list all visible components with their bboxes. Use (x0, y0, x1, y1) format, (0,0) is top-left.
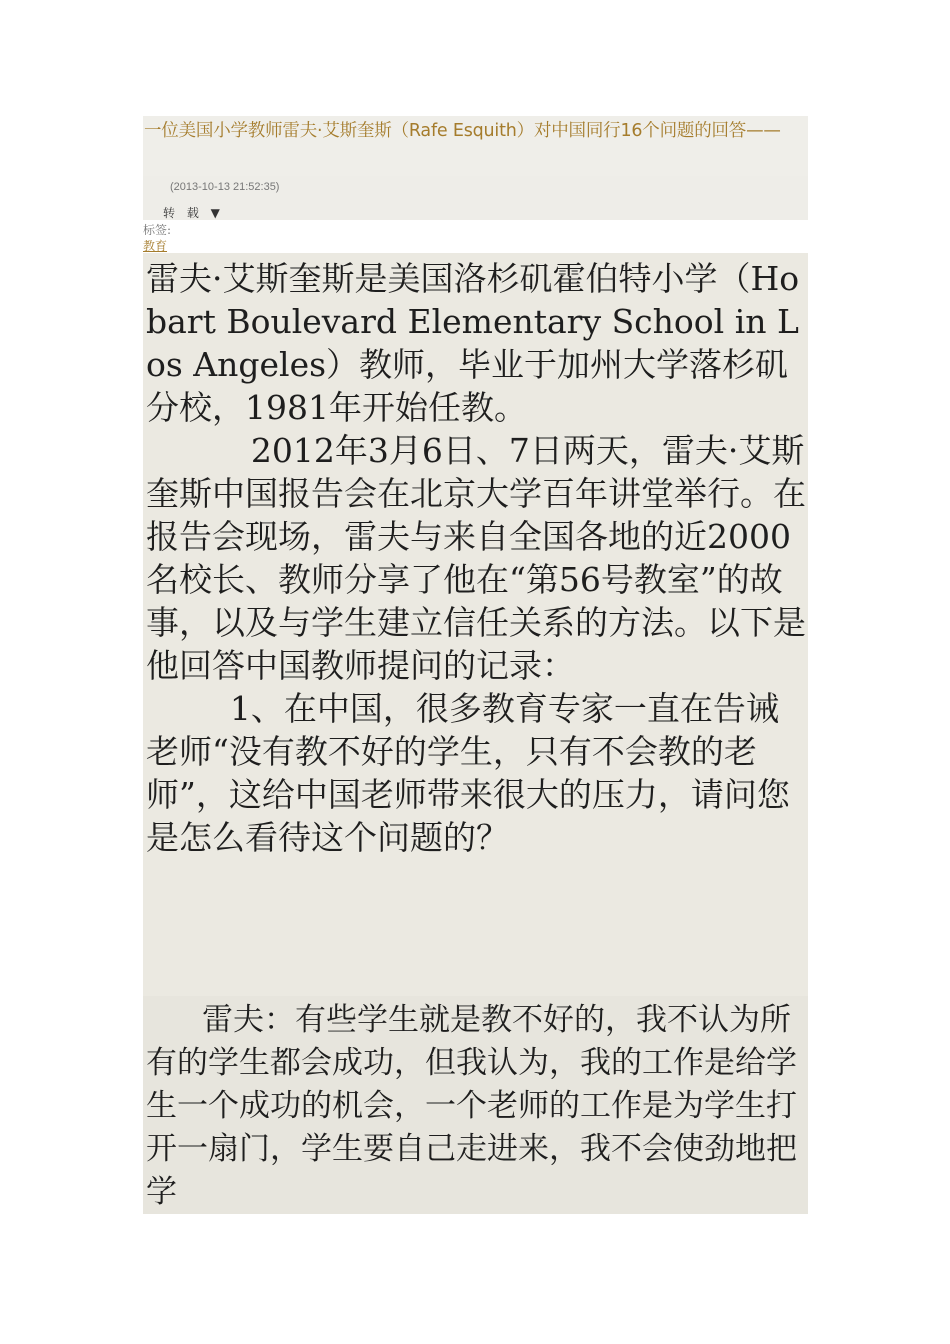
tag-link-education[interactable]: 教育 (143, 239, 168, 253)
intro-paragraph: 雷夫·艾斯奎斯是美国洛杉矶霍伯特小学（Hobart Boulevard Elementary School in Los Angeles）教师，毕业于加州大学落杉矶分校，1981年开始任教。 (146, 259, 800, 427)
repost-dropdown[interactable]: 转 载 ▼ (163, 206, 224, 220)
question-paragraph: 1、在中国，很多教育专家一直在告诫老师“没有教不好的学生，只有不会教的老师”，这给中国老师带来很大的压力，请问您是怎么看待这个问题的？ (146, 689, 790, 857)
article-body (146, 257, 808, 859)
answer-paragraph: 雷夫：有些学生就是教不好的，我不认为所有的学生都会成功，但我认为，我的工作是给学生一个成功的机会，一个老师的工作是为学生打开一扇门，学生要自己走进来，我不会使劲地把学 (146, 1002, 797, 1210)
article-title: 一位美国小学教师雷夫·艾斯奎斯（Rafe Esquith）对中国同行16个问题的回答—— (144, 121, 781, 141)
event-paragraph: 2012年3月6日、7日两天，雷夫·艾斯奎斯中国报告会在北京大学百年讲堂举行。在报告会现场，雷夫与来自全国各地的近2000名校长、教师分享了他在“第56号教室”的故事，以及与学生建立信任关系的方法。以下是他回答中国教师提问的记录： (146, 431, 806, 685)
tag-label: 标签: (143, 223, 172, 237)
post-date: (2013-10-13 21:52:35) (170, 181, 280, 193)
